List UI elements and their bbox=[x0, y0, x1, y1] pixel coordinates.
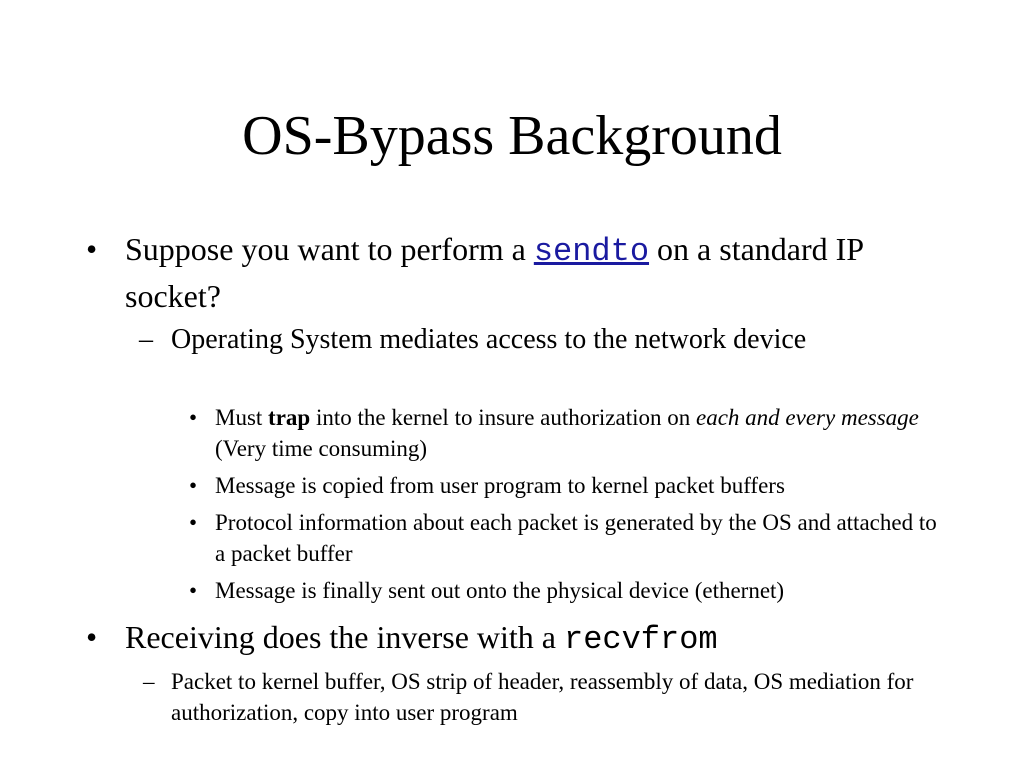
dash-marker: – bbox=[139, 324, 153, 355]
subsubbullet-physical: Message is finally sent out onto the physical device (ethernet) bbox=[215, 578, 785, 603]
bullet-text: on a standard IP socket? bbox=[125, 231, 863, 314]
subsubbullet-protocol: Protocol information about each packet is generated by the OS and attached to a packet buffer bbox=[215, 510, 937, 566]
bullet-sendto bbox=[125, 227, 905, 318]
dash-marker: – bbox=[143, 669, 155, 694]
bullet-marker: • bbox=[189, 578, 198, 603]
subbullet-os-mediates: Operating System mediates access to the network device bbox=[171, 324, 807, 355]
bullet-marker: • bbox=[189, 510, 198, 535]
slide-title: OS-Bypass Background bbox=[242, 105, 782, 167]
bullet-text: Must bbox=[215, 405, 269, 430]
bullet-text: into the kernel to insure authorization on bbox=[310, 405, 697, 430]
bullet-marker: • bbox=[189, 473, 198, 498]
bullet-marker: • bbox=[86, 619, 98, 655]
subsubbullet-copied: Message is copied from user program to kernel packet buffers bbox=[215, 473, 785, 498]
bullet-recvfrom bbox=[125, 615, 905, 662]
sendto-link[interactable]: sendto bbox=[533, 233, 650, 270]
bullet-marker: • bbox=[189, 405, 198, 430]
bullet-text: Receiving does the inverse with a bbox=[125, 619, 564, 655]
subsubbullet-trap bbox=[215, 402, 945, 464]
bullet-marker: • bbox=[86, 231, 98, 267]
bullet-text: Suppose you want to perform a bbox=[125, 231, 534, 267]
bullet-text: (Very time consuming) bbox=[215, 436, 428, 461]
subbullet-packet: Packet to kernel buffer, OS strip of header, reassembly of data, OS mediation for authorization, copy into user program bbox=[171, 669, 914, 725]
trap-bold-text: trap bbox=[268, 405, 311, 430]
recvfrom-code: recvfrom bbox=[563, 621, 718, 658]
every-message-italic-text: each and every message bbox=[696, 405, 919, 430]
